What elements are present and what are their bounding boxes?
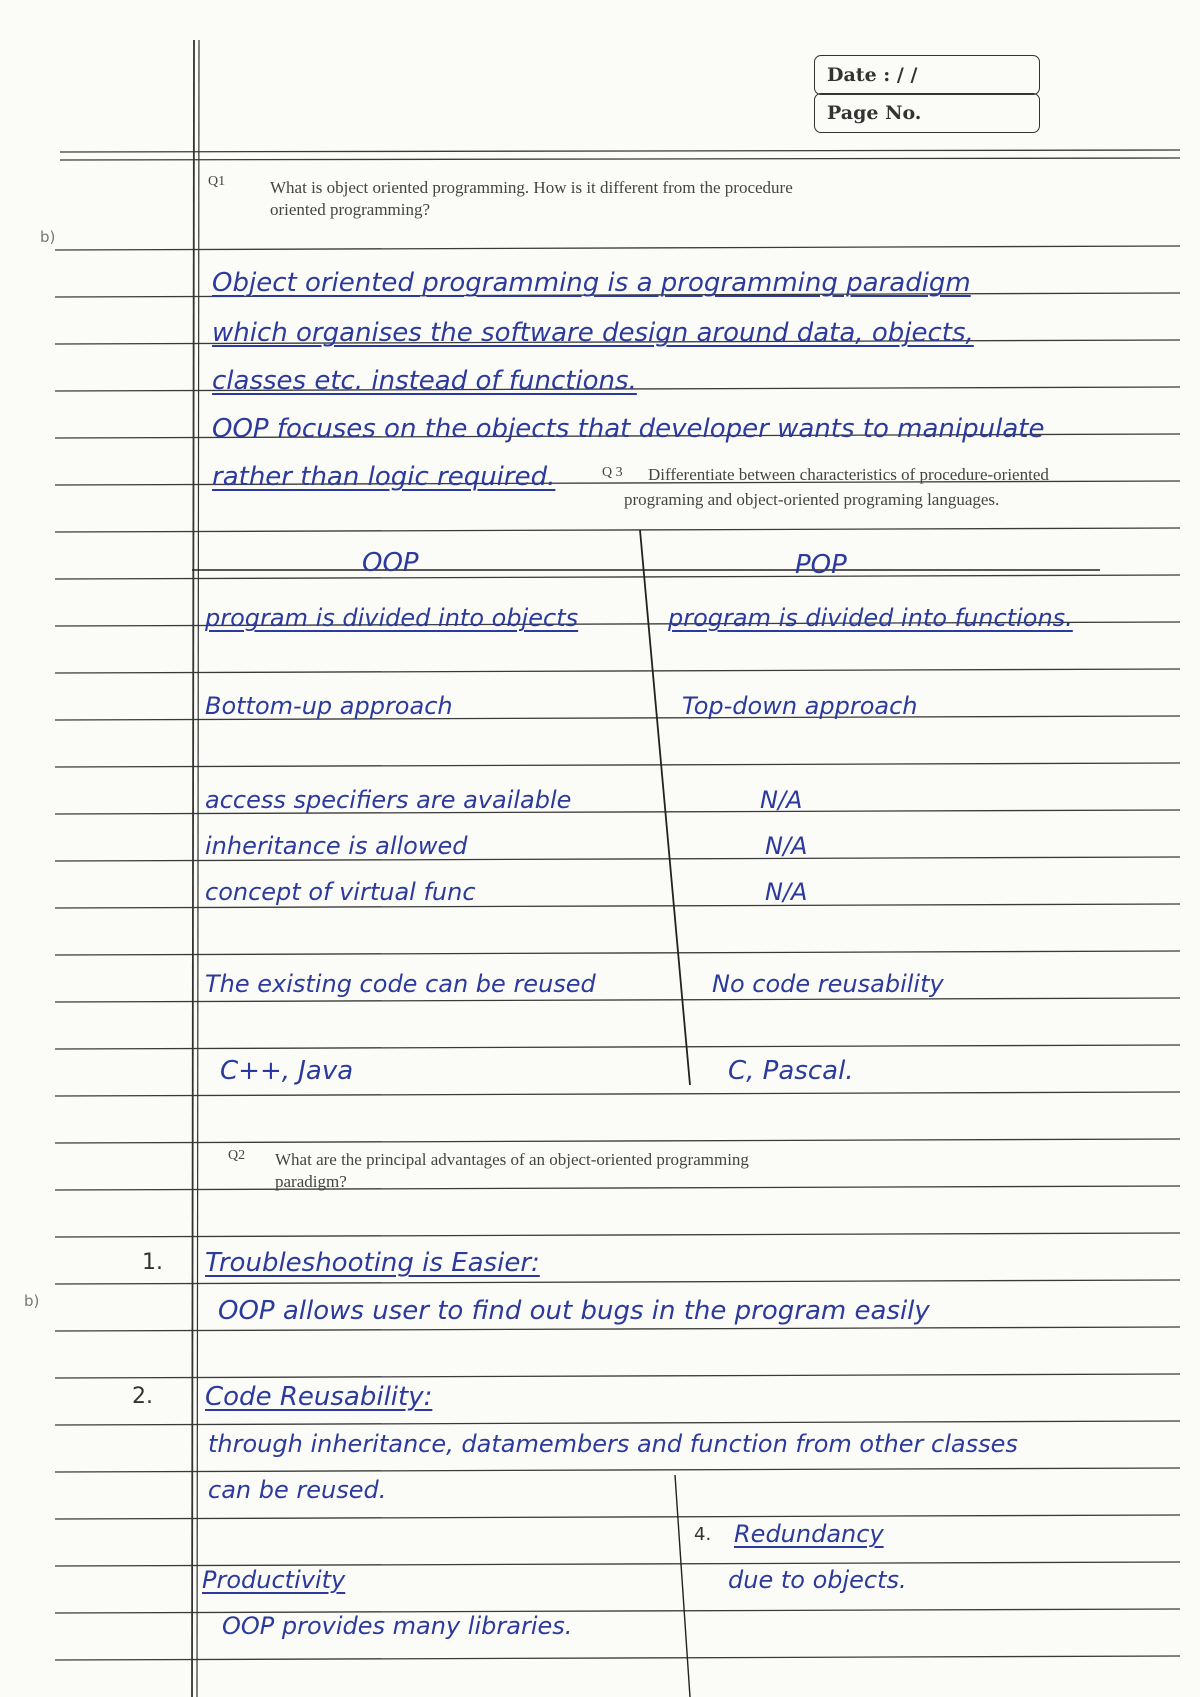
table-cell-pop: N/A: [760, 786, 803, 814]
ruled-line: [55, 1186, 1180, 1190]
advantage-number: 1.: [142, 1250, 163, 1275]
advantage-body: OOP provides many libraries.: [222, 1612, 573, 1640]
date-label: Date : / /: [827, 64, 918, 86]
ruled-line: [55, 1233, 1180, 1237]
date-box: [814, 55, 1040, 95]
table-cell-pop: Top-down approach: [682, 692, 918, 720]
advantages-divider: [675, 1475, 690, 1697]
table-header-oop: OOP: [362, 548, 419, 578]
ruled-line: [55, 1280, 1180, 1284]
table-cell-oop: Bottom-up approach: [205, 692, 453, 720]
header-rule: [60, 158, 1180, 160]
ruled-line: [55, 951, 1180, 955]
table-cell-oop: inheritance is allowed: [205, 832, 468, 860]
answer-line: rather than logic required.: [212, 462, 556, 492]
advantage-body: can be reused.: [208, 1476, 387, 1504]
question-prompt-line: What is object oriented programming. How is it different from the procedure: [270, 178, 793, 197]
page-number-label: Page No.: [827, 102, 922, 124]
table-cell-oop: The existing code can be reused: [205, 970, 596, 998]
table-cell-pop: N/A: [765, 832, 808, 860]
table-cell-oop: concept of virtual func: [205, 878, 476, 906]
advantage-title: Code Reusability:: [205, 1382, 433, 1412]
question-marker: Q 3: [602, 465, 623, 480]
ruled-line: [55, 1374, 1180, 1378]
answer-line: OOP focuses on the objects that developer wants to manipulate: [212, 414, 1045, 444]
advantage-body: OOP allows user to find out bugs in the program easily: [218, 1296, 930, 1326]
question-marker: Q2: [228, 1148, 246, 1163]
ruled-line: [55, 1421, 1180, 1425]
ruled-line: [55, 528, 1180, 532]
question-marker: Q1: [208, 174, 226, 189]
advantage-number: 4.: [694, 1524, 712, 1545]
answer-line: which organises the software design around data, objects,: [212, 318, 974, 348]
table-cell-pop: N/A: [765, 878, 808, 906]
ruled-line: [55, 1468, 1180, 1472]
margin-line: [192, 40, 194, 1697]
answer-line: Object oriented programming is a programming paradigm: [212, 268, 971, 298]
advantage-body: through inheritance, datamembers and function from other classes: [208, 1430, 1018, 1458]
page-number-box: [814, 93, 1040, 133]
ruled-line: [55, 1139, 1180, 1143]
ruled-line: [55, 246, 1180, 250]
question-prompt-line: What are the principal advantages of an object-oriented programming: [275, 1150, 749, 1169]
header-rule: [60, 150, 1180, 152]
table-cell-oop: access specifiers are available: [205, 786, 572, 814]
question-prompt-line: Differentiate between characteristics of procedure-oriented: [648, 465, 1049, 484]
table-cell-pop: No code reusability: [712, 970, 944, 998]
advantage-number: 2.: [132, 1384, 153, 1409]
margin-mark: b): [24, 1292, 40, 1310]
advantage-title: Productivity: [202, 1566, 346, 1594]
question-prompt-line: oriented programming?: [270, 200, 431, 219]
ruled-line: [55, 998, 1180, 1002]
ruled-line: [55, 1092, 1180, 1096]
ruled-line: [55, 1656, 1180, 1660]
table-cell-pop: program is divided into functions.: [668, 604, 1073, 632]
table-header-pop: POP: [795, 550, 847, 580]
question-prompt-line: paradigm?: [275, 1172, 347, 1191]
ruled-line: [55, 1045, 1180, 1049]
table-cell-oop: C++, Java: [220, 1056, 354, 1086]
advantage-title: Troubleshooting is Easier:: [205, 1248, 540, 1278]
ruled-line: [55, 669, 1180, 673]
answer-line: classes etc. instead of functions.: [212, 366, 637, 396]
ruled-line: [55, 1515, 1180, 1519]
advantage-title: Redundancy: [734, 1520, 884, 1548]
margin-mark: b): [40, 228, 56, 246]
table-cell-pop: C, Pascal.: [728, 1056, 854, 1086]
table-cell-oop: program is divided into objects: [205, 604, 579, 632]
question-prompt-line: programing and object-oriented programing languages.: [624, 490, 1000, 509]
ruled-line: [55, 1327, 1180, 1331]
advantage-body: due to objects.: [728, 1566, 907, 1594]
margin-line-inner: [197, 40, 199, 1697]
ruled-line: [55, 575, 1180, 579]
ruled-line: [55, 763, 1180, 767]
